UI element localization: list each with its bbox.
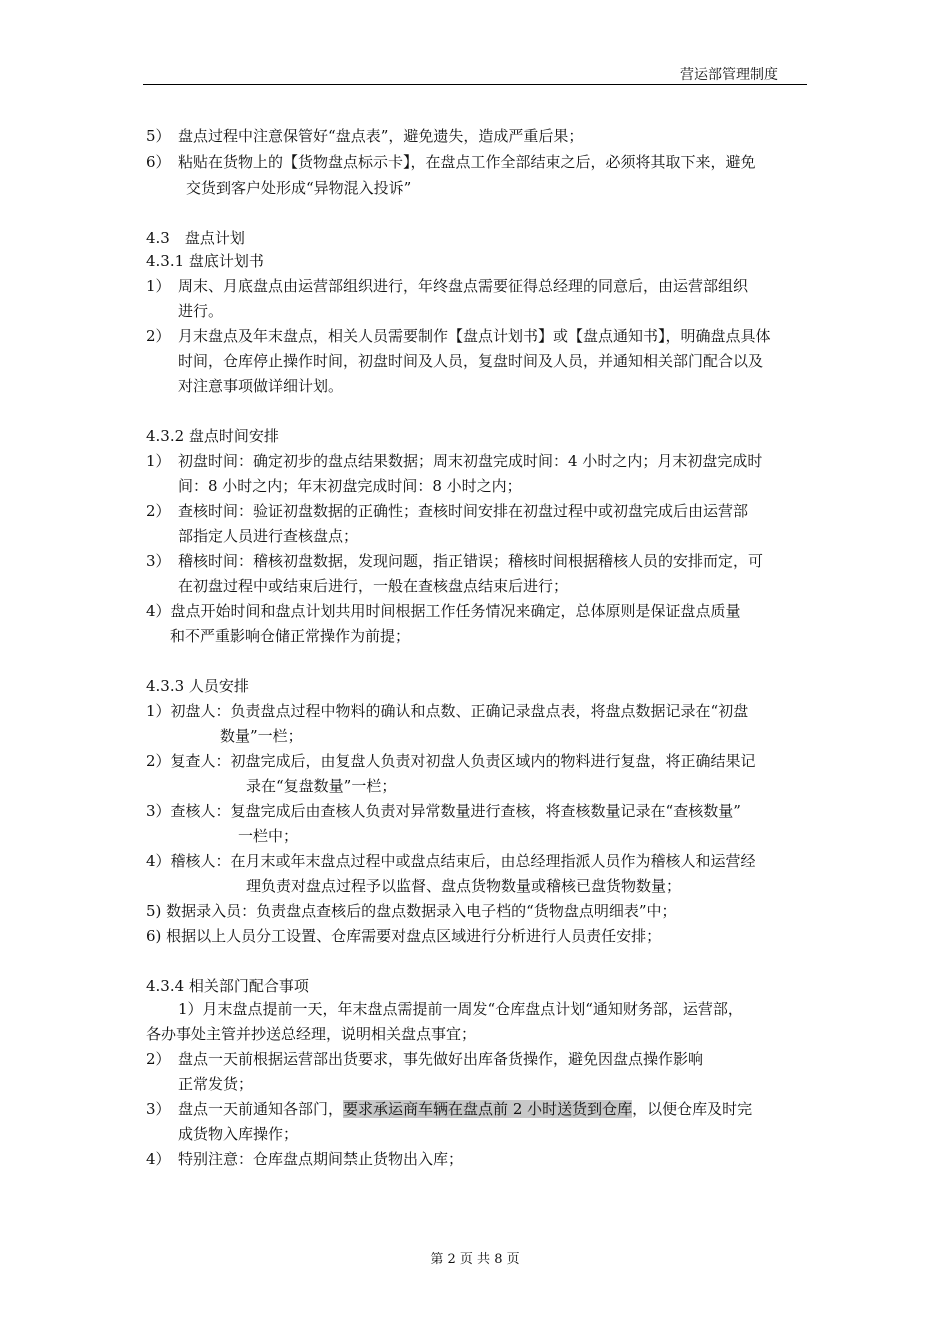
text-line: 时间，仓库停止操作时间，初盘时间及人员，复盘时间及人员，并通知相关部门配合以及: [178, 352, 764, 370]
text-line: 正常发货；: [178, 1075, 254, 1093]
text-line: 录在“复盘数量”一栏；: [246, 777, 397, 795]
text-line: 5) 数据录入员：负责盘点查核后的盘点数据录入电子档的“货物盘点明细表”中；: [146, 902, 677, 920]
text-segment: ，以便仓库及时完: [632, 1100, 753, 1118]
header-title: 营运部管理制度: [680, 67, 778, 83]
text-line: 在初盘过程中或结束后进行，一般在查核盘点结束后进行；: [178, 577, 569, 595]
text-line: 数量”一栏；: [220, 727, 303, 745]
section-heading: 4.3 盘点计划: [146, 229, 245, 247]
text-line: 交货到客户处形成“异物混入投诉”: [186, 179, 412, 197]
subsection-heading: 4.3.1 盘底计划书: [146, 252, 264, 270]
text-line: 进行。: [178, 302, 224, 320]
text-line: 3）查核人：复盘完成后由查核人负责对异常数量进行查核，将查核数量记录在“查核数量”: [146, 802, 741, 820]
text-line: [146, 1099, 752, 1119]
text-line: 各办事处主管并抄送总经理，说明相关盘点事宜；: [146, 1025, 477, 1043]
text-line: 4） 特别注意：仓库盘点期间禁止货物出入库；: [146, 1150, 464, 1168]
text-line: 4）稽核人：在月末或年末盘点过程中或盘点结束后，由总经理指派人员作为稽核人和运营经: [146, 852, 756, 870]
page-number: 第 2 页 共 8 页: [430, 1252, 520, 1267]
text-line: 6) 根据以上人员分工设置、仓库需要对盘点区域进行分析进行人员责任安排；: [146, 927, 662, 945]
text-line: 1） 周末、月底盘点由运营部组织进行，年终盘点需要征得总经理的同意后，由运营部组织: [146, 277, 749, 295]
text-line: 成货物入库操作；: [178, 1125, 299, 1143]
text-line: 和不严重影响仓储正常操作为前提；: [170, 627, 411, 645]
text-line: 2） 查核时间：验证初盘数据的正确性；查核时间安排在初盘过程中或初盘完成后由运营部: [146, 502, 749, 520]
text-line: 理负责对盘点过程予以监督、盘点货物数量或稽核已盘货物数量；: [246, 877, 682, 895]
text-line: 间：8 小时之内；年末初盘完成时间：8 小时之内；: [178, 477, 522, 495]
text-line: 5） 盘点过程中注意保管好“盘点表”，避免遗失，造成严重后果；: [146, 127, 584, 145]
text-line: 2） 盘点一天前根据运营部出货要求，事先做好出库备货操作，避免因盘点操作影响: [146, 1050, 704, 1068]
subsection-heading: 4.3.4 相关部门配合事项: [146, 977, 309, 995]
header-divider: [143, 84, 807, 85]
text-line: 对注意事项做详细计划。: [178, 377, 344, 395]
text-line: 6） 粘贴在货物上的【货物盘点标示卡】，在盘点工作全部结束之后，必须将其取下来，避免: [146, 153, 756, 171]
text-line: 3） 稽核时间：稽核初盘数据，发现问题，指正错误；稽核时间根据稽核人员的安排而定，可: [146, 552, 764, 570]
text-line: 1）初盘人：负责盘点过程中物料的确认和点数、正确记录盘点表，将盘点数据记录在“初盘: [146, 702, 749, 720]
text-line: 2）复查人：初盘完成后，由复盘人负责对初盘人负责区域内的物料进行复盘，将正确结果记: [146, 752, 756, 770]
text-line: 部指定人员进行查核盘点；: [178, 527, 359, 545]
text-line: 4）盘点开始时间和盘点计划共用时间根据工作任务情况来确定，总体原则是保证盘点质量: [146, 602, 741, 620]
highlighted-text: 要求承运商车辆在盘点前 2 小时送货到仓库: [343, 1100, 633, 1118]
subsection-heading: 4.3.2 盘点时间安排: [146, 427, 279, 445]
text-line: 1）月末盘点提前一天，年末盘点需提前一周发“仓库盘点计划“通知财务部，运营部，: [178, 1000, 743, 1018]
text-line: 2） 月末盘点及年末盘点，相关人员需要制作【盘点计划书】或【盘点通知书】，明确盘点具体: [146, 327, 771, 345]
text-line: 一栏中；: [238, 827, 299, 845]
subsection-heading: 4.3.3 人员安排: [146, 677, 249, 695]
text-segment: 3） 盘点一天前通知各部门，: [146, 1100, 344, 1118]
text-line: 1） 初盘时间：确定初步的盘点结果数据；周末初盘完成时间：4 小时之内；月末初盘完成时: [146, 452, 763, 470]
